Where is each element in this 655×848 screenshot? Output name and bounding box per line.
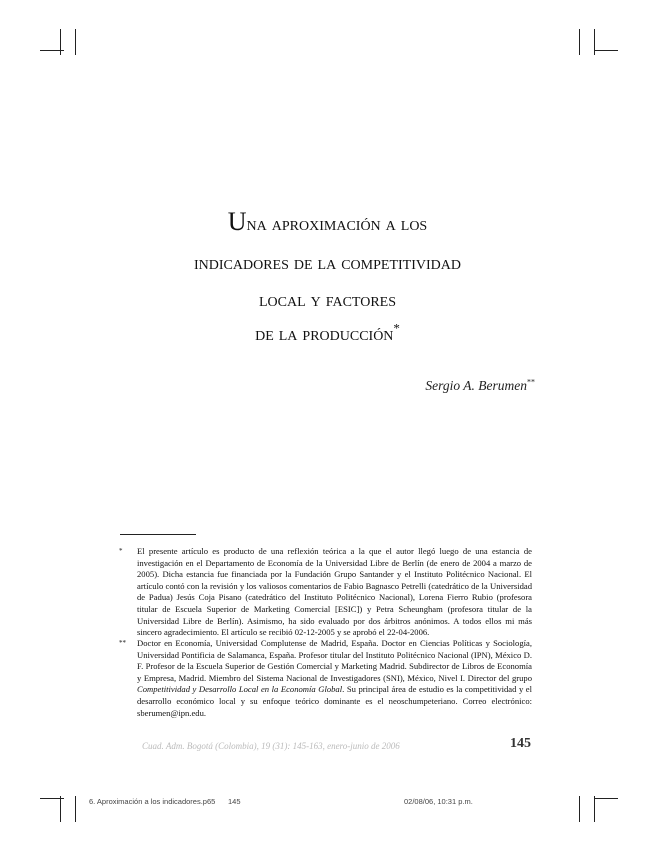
- crop-mark: [594, 796, 595, 822]
- page-number: 145: [510, 736, 531, 751]
- title-line-3: local y factores: [258, 289, 397, 311]
- slug-file: 6. Aproximación a los indicadores.p65: [89, 797, 216, 806]
- title-initial: U: [227, 207, 247, 236]
- journal-citation: Cuad. Adm. Bogotá (Colombia), 19 (31): 145-163, enero-junio de 2006: [142, 741, 400, 751]
- crop-mark: [60, 29, 61, 55]
- footnote-2-text-after: . Su principal área de estudio es la competitividad y el desarrollo económico local y su enfoque teórico dominante es el neoschumpeteriano. Correo electrónico: sberumen@ipn.edu.: [137, 684, 532, 718]
- footnote-rule: [120, 534, 196, 535]
- author-name-text: Sergio A. Berumen: [425, 378, 527, 393]
- title-footnote-mark: *: [393, 320, 400, 336]
- author-name: [425, 378, 535, 394]
- crop-mark: [40, 50, 64, 51]
- footnote-2-group-name: Competitividad y Desarrollo Local en la Economía Global: [137, 684, 343, 695]
- crop-mark: [75, 796, 76, 822]
- crop-mark: [579, 796, 580, 822]
- title-line-1: [0, 207, 655, 236]
- crop-mark: [75, 29, 76, 55]
- crop-mark: [579, 29, 580, 55]
- footnote-2-text: [137, 638, 532, 719]
- slug-page: 145: [228, 797, 241, 806]
- footnote-2-mark: **: [119, 639, 126, 647]
- crop-mark: [594, 29, 595, 55]
- crop-mark: [40, 798, 64, 799]
- author-footnote-mark: **: [527, 377, 535, 387]
- footnote-2: [120, 638, 532, 719]
- footnote-1: [120, 546, 532, 639]
- slug-datetime: 02/08/06, 10:31 p.m.: [404, 797, 473, 806]
- footnote-1-mark: *: [119, 547, 123, 555]
- footnote-2-text-before: Doctor en Economía, Universidad Complutense de Madrid, España. Doctor en Ciencias Políticas y Sociología, Universidad Pontificia de Salamanca, España. Profesor titular del Instituto Politécnico Nacional (IPN), México D. F. Profesor de la Escuela Superior de Gestión Comercial y Marketing Madrid. Subdirector de Libros de Economía y Empresa, Madrid. Miembro del Sistema Nacional de Investigadores (SNI), México, Nivel I. Director del grupo: [137, 638, 532, 683]
- crop-mark: [594, 50, 618, 51]
- title-line-2: indicadores de la competitividad: [194, 252, 461, 274]
- title-line-4: [0, 322, 655, 346]
- crop-mark: [594, 798, 618, 799]
- title-line-1-text: na aproximación a los: [246, 213, 428, 235]
- footnote-1-text: El presente artículo es producto de una reflexión teórica a la que el autor llegó luego de una estancia de investigación en el Departamento de Economía de la Universidad Libre de Berlín (de enero de 2004 a marzo de 2005). Dicha estancia fue financiada por la Fundación Grupo Santander y el Instituto Politécnico Nacional. El artículo contó con la revisión y los valiosos comentarios de Fabio Bagnasco Petrelli (catedrático de la Universidad de Padua) Jesús Coja Pisano (catedrático del Instituto Politécnico Nacional), Lorena Fierro Rubio (profesora titular de Escuela Superior de Marketing Comercial [ESIC]) y Petra Scheungham (profesora titular de la Universidad Libre de Berlín). Asimismo, ha sido evaluado por dos árbitros anónimos. A todos ellos mi más sincero agradecimiento. El artículo se recibió 02-12-2005 y se aprobó el 22-04-2006.: [137, 546, 532, 638]
- title-line-4-text: de la producción: [255, 323, 394, 345]
- crop-mark: [60, 796, 61, 822]
